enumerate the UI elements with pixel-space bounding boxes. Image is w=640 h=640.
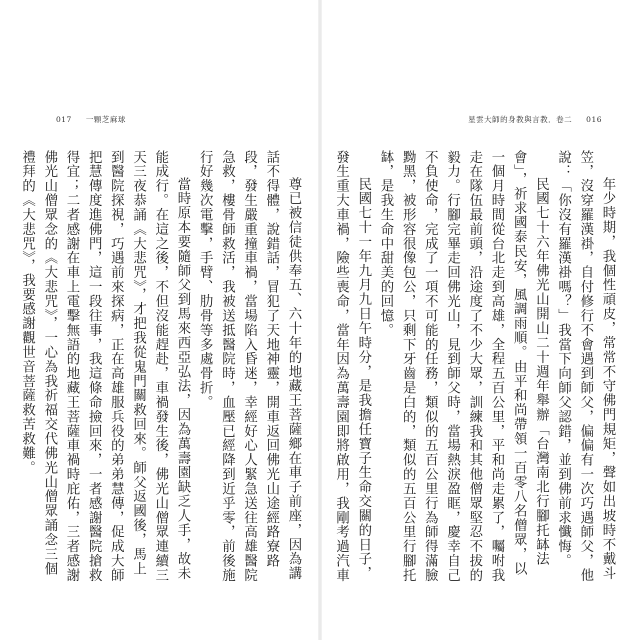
right-paragraph: 民國七十一年九月九日午時分，是我擔任寶子生命交關的日子，發生重大車禍，險些喪命，當年因為萬壽園即將啟用，我剛考過汽車 <box>333 150 371 583</box>
left-body-text <box>14 150 304 590</box>
left-running-head-title: 一顆芝麻球 <box>85 115 126 124</box>
left-paragraph: 尊已被信徒供奉五、六十年的地藏王菩薩鄉在車子前座，因為講話不得體，說錯話，冒犯了天地神靈，開車返回佛光山途經路寮路段，發生嚴重撞車禍，當場陷入昏迷，幸經好心人緊急送往高雄醫院急救，樓骨師救活，我被送抵醫院時，血壓已經降到近乎零，前後施行好幾次電擊，手臂、肋骨等多處骨折。 <box>197 150 301 583</box>
right-page <box>320 0 640 640</box>
right-running-head-title: 星雲大師的身教與言教．卷二 <box>468 115 573 124</box>
right-page-number: 016 <box>586 115 602 124</box>
left-paragraph <box>14 150 15 590</box>
right-body-text <box>328 150 618 590</box>
right-running-head <box>468 114 602 125</box>
left-paragraph: 當時原本要隨師父到馬來西亞弘法，因為萬壽園缺乏人手，故未能成行。在這之後，不但沒能趕赴，車禍發生後，佛光山僧眾連續三天三夜恭誦《大悲咒》，才把我從鬼門關救回來。師父返國後，馬上到醫院探視，巧遇前來探病，正在高雄服兵役的弟弟慧傳，促成大師把慧傳度進佛門，這一段往事，我這條命撿回來，一者感謝醫院搶救得宜；二者感謝在車上電擊無語的地藏王菩薩車禍時庇佑，三者感謝佛光山僧眾念的《大悲咒》，一心為我祈福交代佛光山僧眾誦念三個禮拜的《大悲咒》，我要感謝觀世音菩薩救苦救難。 <box>19 150 190 583</box>
left-running-head <box>56 114 126 125</box>
left-page-number: 017 <box>56 115 72 124</box>
right-paragraph: 年少時期，我個性頑皮，常常不守佛門規矩，聲如出坡時不戴斗笠，沒穿羅漢褂，自付修行不會遇到師父，偏偏有一次巧遇師父，他說：「你沒有羅漢褂嗎？」我當下向師父認錯，並到佛前求懺悔。 <box>555 150 615 583</box>
right-paragraph: 民國七十六年佛光山開山二十週年舉辦「台灣南北行腳托缽法會」，祈求國泰民安，風調雨順。由平和尚帶領一百零八名僧眾，以一個月時間從台北走到高雄，全程五百公里，平和尚走累了，囑咐我走在隊伍最前頭，沿途度了不少大眾，訓練我和其他僧眾堅忍不拔的毅力。行腳完畢走回佛光山，見到師父時，當場熱淚盈眶，慶幸自己不負使命，完成了一項不可能的任務，類似的五百公里行為師得滿臉黝黑，被形容很像包公，只剩下牙齒是白的，類似的五百公里行腳托缽，是我生命中甜美的回憶。 <box>377 150 549 583</box>
